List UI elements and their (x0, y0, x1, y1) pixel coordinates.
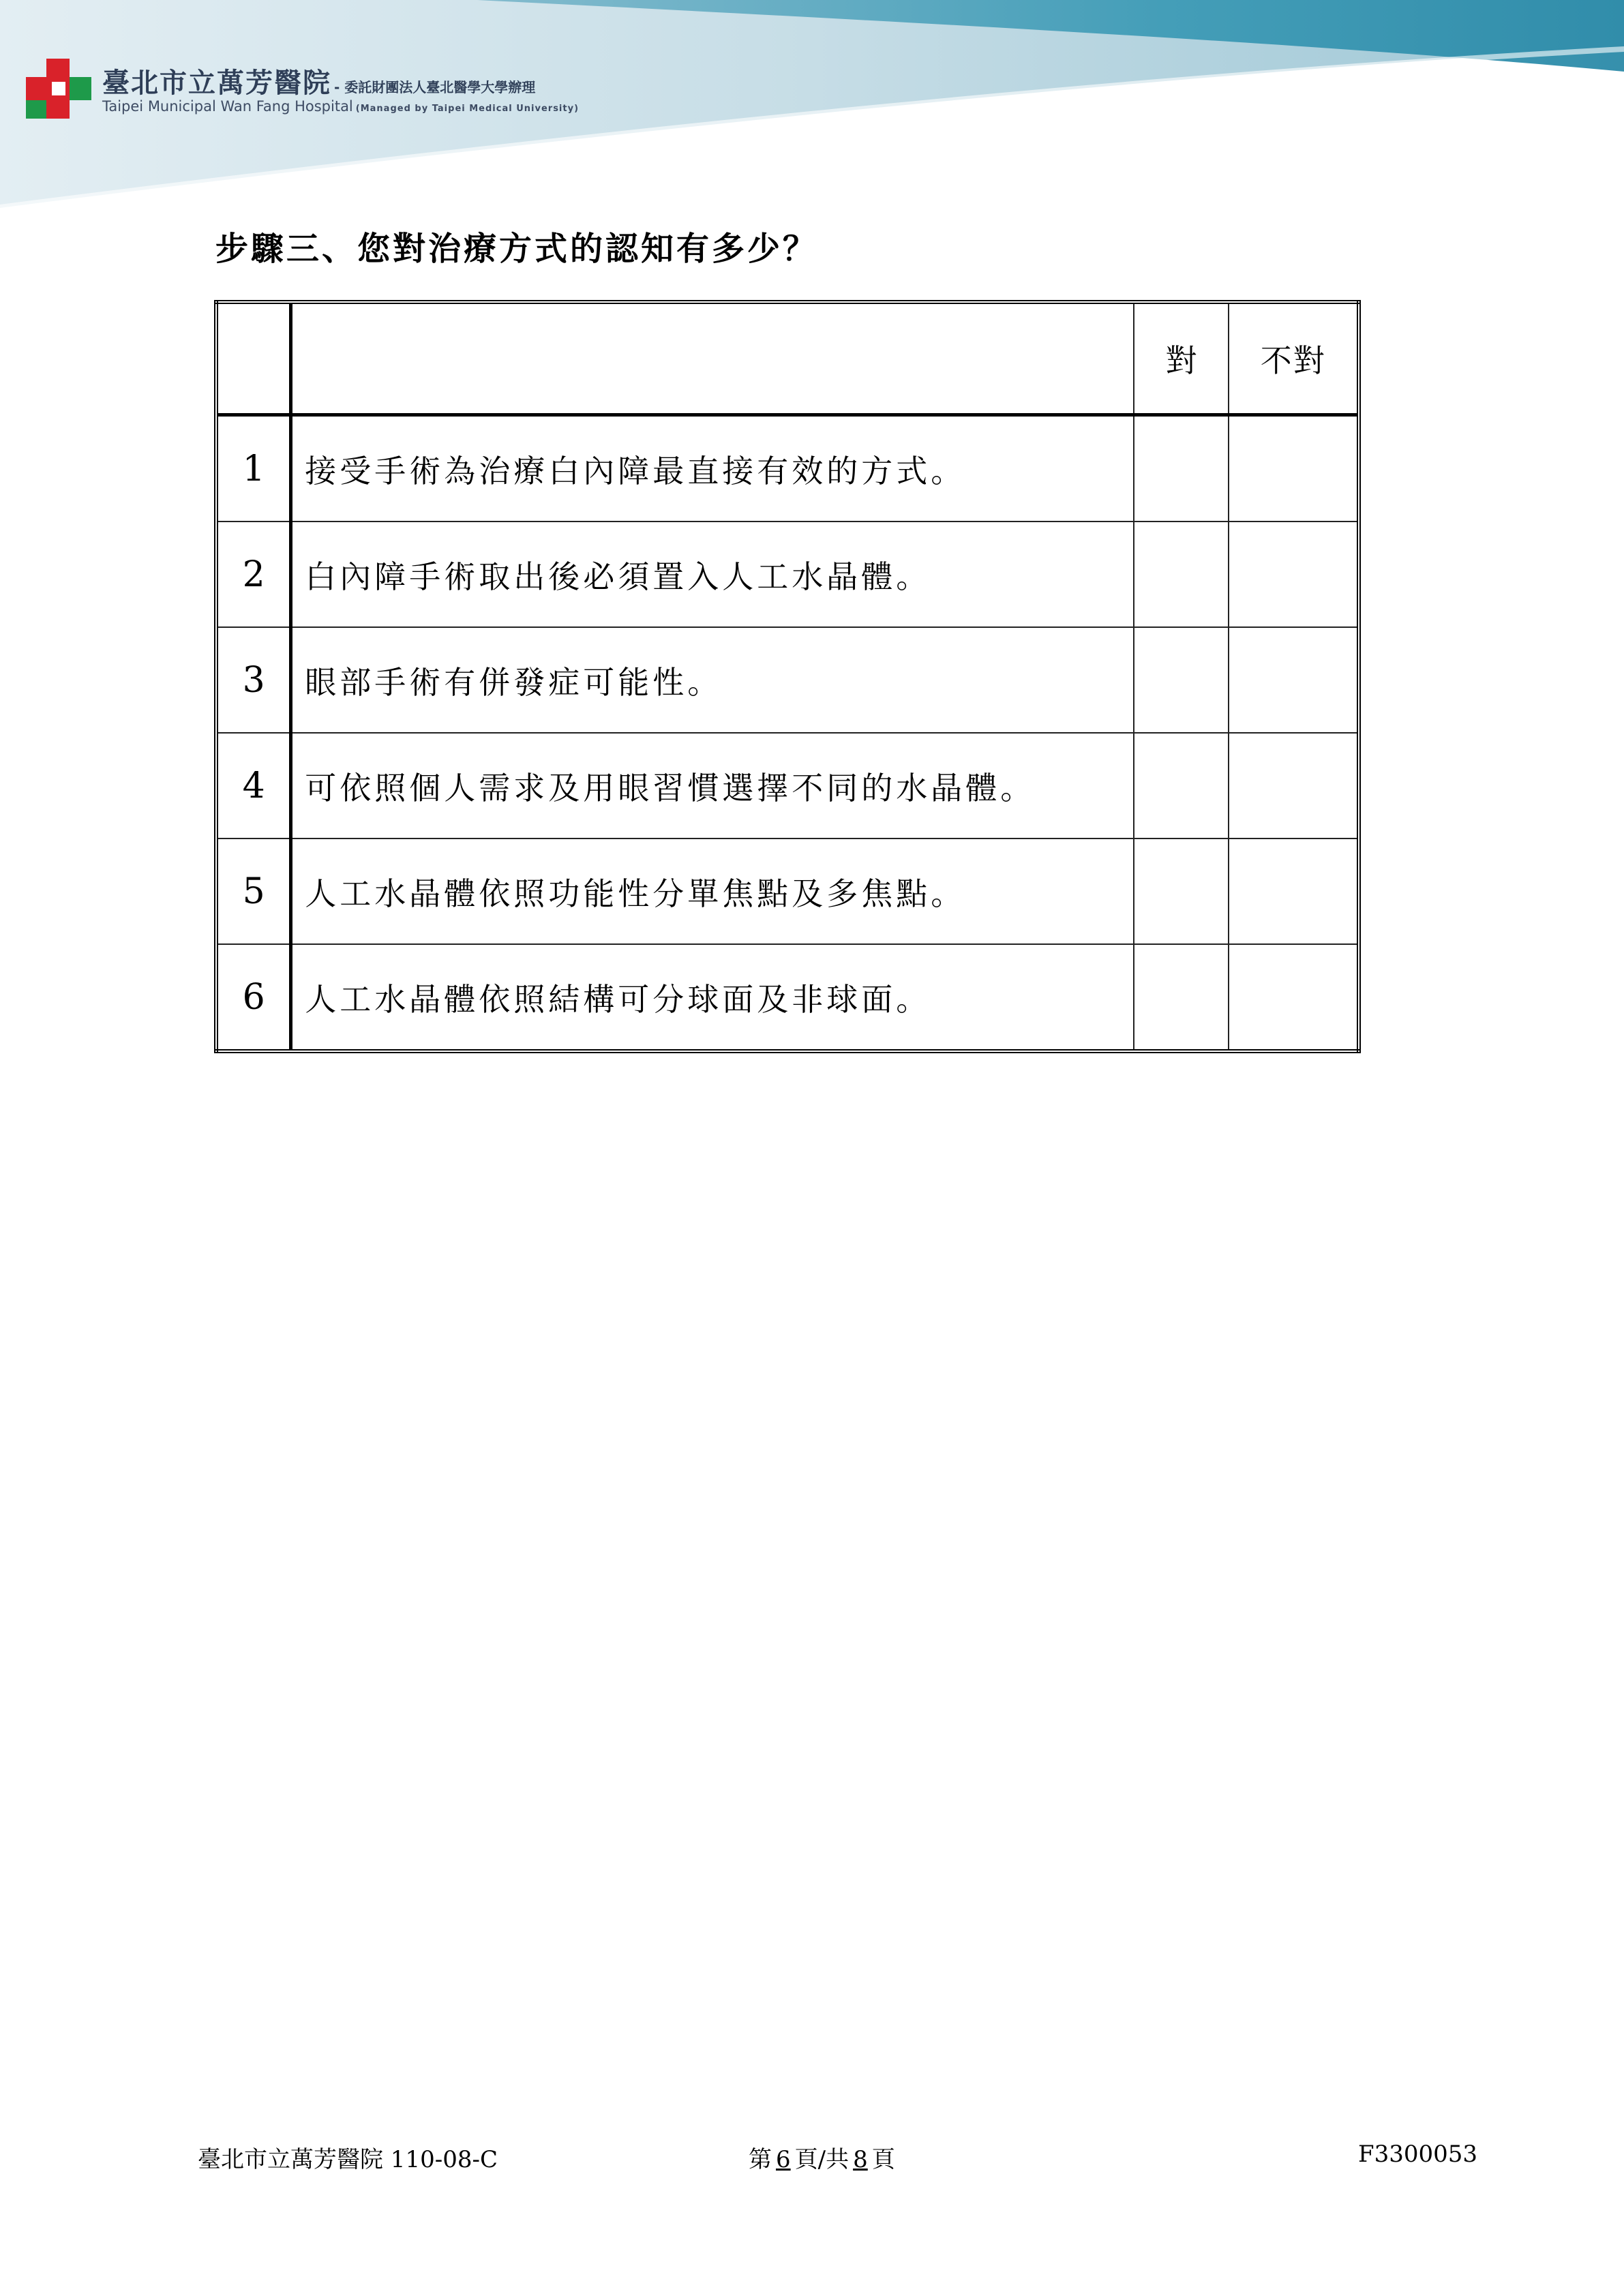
hospital-name-zh (102, 61, 535, 100)
hospital-cross-icon (26, 59, 91, 119)
false-answer-box[interactable] (1229, 627, 1359, 733)
header-false-cell: 不對 (1229, 302, 1359, 415)
true-answer-box[interactable] (1134, 944, 1229, 1051)
hospital-name-en (102, 98, 579, 115)
header-number-cell (216, 302, 291, 415)
table-row (216, 627, 1359, 733)
header-statement-cell (291, 302, 1134, 415)
table-row (216, 839, 1359, 944)
footer-hospital-code: 臺北市立萬芳醫院 110-08-C (198, 2146, 498, 2173)
true-answer-box[interactable] (1134, 415, 1229, 522)
managed-by-en: (Managed by Taipei Medical University) (355, 104, 580, 114)
section-title: 步驟三、您對治療方式的認知有多少？ (215, 230, 819, 268)
managed-by-zh: - 委託財團法人臺北醫學大學辦理 (334, 79, 536, 95)
row-number: 1 (216, 415, 291, 522)
table-row (216, 944, 1359, 1051)
false-answer-box[interactable] (1229, 944, 1359, 1051)
row-statement: 人工水晶體依照結構可分球面及非球面。 (291, 944, 1134, 1051)
row-statement: 眼部手術有併發症可能性。 (291, 627, 1134, 733)
hospital-name-zh-text: 臺北市立萬芳醫院 (102, 67, 331, 99)
row-number: 2 (216, 522, 291, 627)
table-row (216, 522, 1359, 627)
page-middle: 頁/共 (794, 2146, 849, 2173)
row-number: 4 (216, 733, 291, 839)
false-answer-box[interactable] (1229, 522, 1359, 627)
row-number: 5 (216, 839, 291, 944)
row-statement: 人工水晶體依照功能性分單焦點及多焦點。 (291, 839, 1134, 944)
table-header-row (216, 302, 1359, 415)
row-number: 6 (216, 944, 291, 1051)
row-statement: 可依照個人需求及用眼習慣選擇不同的水晶體。 (291, 733, 1134, 839)
row-statement: 接受手術為治療白內障最直接有效的方式。 (291, 415, 1134, 522)
page-suffix: 頁 (871, 2146, 895, 2173)
page-current: 6 (776, 2146, 791, 2173)
true-answer-box[interactable] (1134, 733, 1229, 839)
footer-page-number (749, 2141, 895, 2174)
true-answer-box[interactable] (1134, 627, 1229, 733)
row-statement: 白內障手術取出後必須置入人工水晶體。 (291, 522, 1134, 627)
false-answer-box[interactable] (1229, 839, 1359, 944)
page-total: 8 (853, 2146, 868, 2173)
quiz-table (214, 300, 1361, 1053)
row-number: 3 (216, 627, 291, 733)
hospital-name-en-text: Taipei Municipal Wan Fang Hospital (102, 98, 353, 115)
false-answer-box[interactable] (1229, 415, 1359, 522)
true-answer-box[interactable] (1134, 522, 1229, 627)
footer-form-code: F3300053 (1358, 2141, 1478, 2168)
table-row (216, 415, 1359, 522)
true-answer-box[interactable] (1134, 839, 1229, 944)
false-answer-box[interactable] (1229, 733, 1359, 839)
page-prefix: 第 (749, 2146, 772, 2173)
table-row (216, 733, 1359, 839)
header-true-cell: 對 (1134, 302, 1229, 415)
